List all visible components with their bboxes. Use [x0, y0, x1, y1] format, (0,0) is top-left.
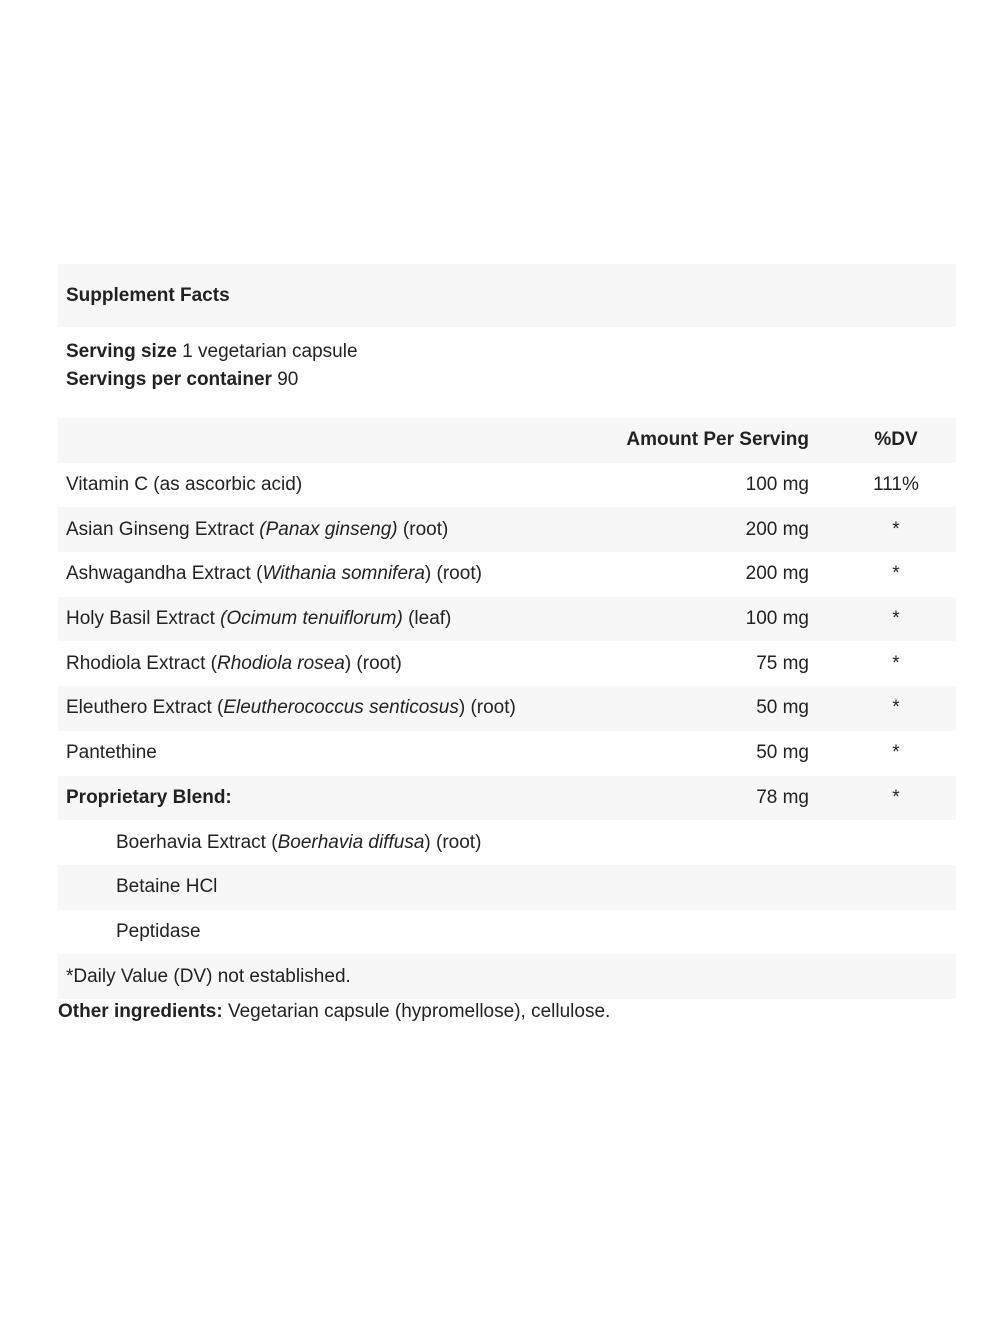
blend-row: [58, 776, 956, 821]
name-part: Boerhavia Extract (: [116, 831, 278, 853]
name-part: Betaine HCl: [116, 876, 218, 898]
name-part: Pantethine: [66, 742, 157, 764]
dv-cell: 111%: [873, 474, 919, 496]
name-part: Rhodiola Extract (: [66, 652, 218, 674]
servings-per-container-line: [66, 366, 358, 394]
amount-cell: 100 mg: [745, 474, 809, 496]
name-part: (leaf): [402, 608, 452, 630]
table-row: [58, 597, 956, 642]
blend-dv: *: [892, 786, 900, 808]
name-part: Peptidase: [116, 920, 201, 942]
footnote: *Daily Value (DV) not established.: [66, 965, 351, 987]
latin-name: Boerhavia diffusa: [277, 831, 425, 853]
name-part: ) (root): [458, 697, 516, 719]
ingredient-name: [66, 653, 402, 675]
name-part: ) (root): [424, 831, 482, 853]
latin-name: Eleutherococcus senticosus: [223, 697, 459, 719]
blend-item-row: [58, 865, 956, 910]
dv-cell: *: [892, 608, 900, 630]
amount-cell: 50 mg: [756, 697, 809, 719]
supplement-table: [58, 418, 956, 999]
servings-per-container-value: 90: [277, 369, 299, 390]
amount-cell: 200 mg: [745, 518, 809, 540]
blend-item-row: [58, 820, 956, 865]
serving-size-label: Serving size: [66, 341, 177, 362]
other-ingredients-value: Vegetarian capsule (hypromellose), cellulose.: [222, 1001, 611, 1022]
serving-info: [66, 338, 358, 394]
latin-name: Withania somnifera: [262, 563, 425, 585]
dv-cell: *: [892, 563, 900, 585]
dv-cell: *: [892, 518, 900, 540]
ingredient-name: [116, 832, 481, 854]
name-part: Eleuthero Extract (: [66, 697, 224, 719]
serving-size-value: 1 vegetarian capsule: [182, 341, 358, 362]
name-part: (root): [397, 518, 449, 540]
amount-cell: 100 mg: [745, 608, 809, 630]
table-row: [58, 686, 956, 731]
dv-cell: *: [892, 742, 900, 764]
ingredient-name: [66, 697, 516, 719]
serving-size-line: [66, 338, 358, 366]
ingredient-name: [66, 608, 451, 630]
footnote-row: [58, 954, 956, 999]
ingredient-name: [66, 474, 302, 496]
table-row: [58, 552, 956, 597]
latin-name: (Ocimum tenuiflorum): [220, 608, 403, 630]
name-part: Vitamin C (as ascorbic acid): [66, 474, 303, 496]
amount-cell: 75 mg: [756, 652, 809, 674]
other-ingredients-label: Other ingredients:: [58, 1001, 223, 1022]
blend-label: Proprietary Blend:: [66, 786, 232, 808]
name-part: ) (root): [424, 563, 482, 585]
ingredient-name: [116, 876, 217, 898]
dv-cell: *: [892, 652, 900, 674]
dv-cell: *: [892, 697, 900, 719]
latin-name: (Panax ginseng): [259, 518, 398, 540]
ingredient-name: [66, 563, 482, 585]
supplement-facts-title-bar: [58, 264, 956, 327]
table-row: [58, 641, 956, 686]
header-dv: %DV: [874, 429, 918, 451]
ingredient-name: [116, 921, 201, 943]
ingredient-name: [66, 519, 448, 541]
page-title: Supplement Facts: [66, 284, 230, 306]
amount-cell: 50 mg: [756, 742, 809, 764]
latin-name: Rhodiola rosea: [217, 652, 345, 674]
blend-item-row: [58, 910, 956, 955]
name-part: Asian Ginseng Extract: [66, 518, 260, 540]
servings-per-container-label: Servings per container: [66, 369, 272, 390]
name-part: Ashwagandha Extract (: [66, 563, 263, 585]
amount-cell: 200 mg: [745, 563, 809, 585]
header-amount: Amount Per Serving: [626, 429, 809, 451]
name-part: ) (root): [344, 652, 402, 674]
blend-amount: 78 mg: [756, 786, 809, 808]
table-row: [58, 463, 956, 508]
name-part: Holy Basil Extract: [66, 608, 221, 630]
table-header-row: [58, 418, 956, 463]
table-row: [58, 731, 956, 776]
ingredient-name: [66, 742, 157, 764]
other-ingredients: [58, 1001, 610, 1023]
table-row: [58, 507, 956, 552]
